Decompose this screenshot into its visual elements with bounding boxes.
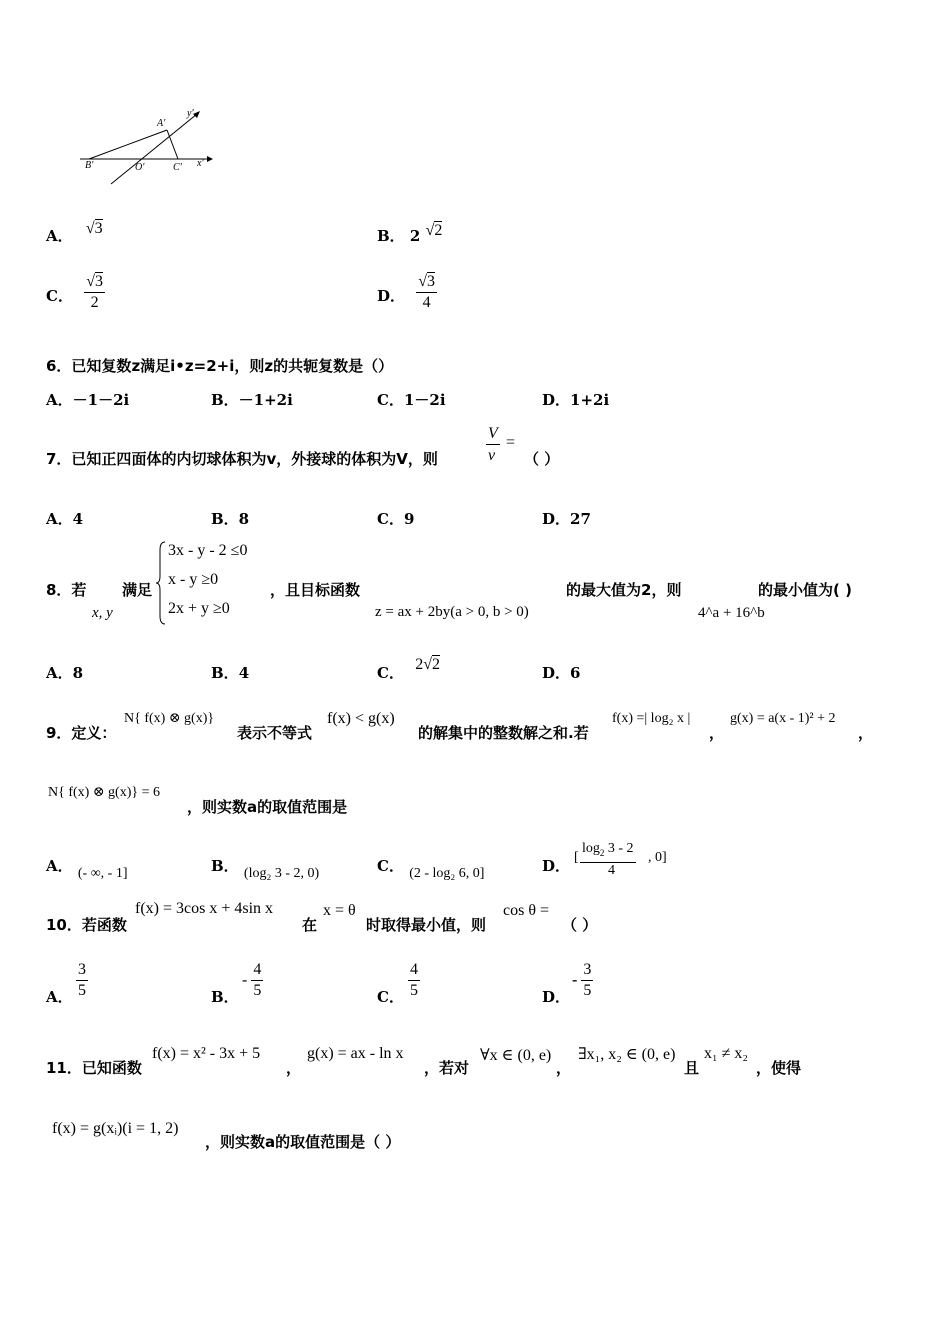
q7-fraction: V v = — [488, 425, 516, 464]
q7-option-a[interactable]: A．4 — [46, 510, 84, 528]
label-y: y′ — [187, 108, 194, 119]
q9-mid1: 表示不等式 — [237, 724, 313, 742]
q11-comma: ， — [286, 1059, 302, 1077]
q11-mid3: ，使得 — [756, 1059, 802, 1077]
q8-max: 的最大值为2，则 — [566, 581, 682, 599]
q10-option-b-math: - $\frac{4}{5}$ — [242, 961, 262, 999]
q9-ineq: f(x) < g(x) — [327, 710, 395, 727]
oblique-figure — [75, 108, 215, 188]
q8-system-line-2: x - y ≥0 — [168, 571, 219, 588]
q9-comma1: ， — [709, 724, 725, 742]
q6-option-d[interactable]: D．1+2i — [542, 391, 610, 409]
q10-option-a-math: $\frac{3}{5}$ — [78, 961, 86, 999]
q10-option-d[interactable]: D． — [542, 988, 571, 1006]
q8-option-c[interactable]: C． 2√2 — [377, 656, 440, 682]
q8-system-line-3: 2x + y ≥0 — [168, 600, 230, 617]
segment-ab — [89, 130, 167, 159]
q10-option-d-math: - $\frac{3}{5}$ — [572, 961, 592, 999]
q9-g: g(x) = a(x - 1)² + 2 — [730, 711, 836, 726]
q11-comma2: ， — [556, 1059, 572, 1077]
q5-option-a-math: √3 — [85, 220, 103, 237]
q9-comma2: ， — [858, 724, 874, 742]
q10-mid1: 在 — [302, 916, 318, 934]
q8-expr: 4^a + 16^b — [698, 605, 765, 621]
q11-mid1: ，若对 — [424, 1059, 470, 1077]
label-o: O′ — [135, 162, 145, 173]
q5-option-d[interactable]: D． $\frac{√3}{4}$ — [377, 273, 436, 311]
q6-stem: 6．已知复数z满足i•z=2+i，则z的共轭复数是（） — [46, 357, 394, 375]
q10-tail: （ ） — [562, 916, 598, 934]
q11-neq: x₁ ≠ x₂ — [704, 1045, 748, 1062]
q11-num: 11．已知函数 — [46, 1059, 142, 1077]
q8-brace — [156, 540, 166, 626]
q9-num: 9．定义： — [46, 724, 117, 742]
q9-option-a[interactable]: A． (- ∞, - 1] — [46, 857, 128, 881]
q10-option-c-math: $\frac{4}{5}$ — [410, 961, 418, 999]
q11-g: g(x) = ax - ln x — [307, 1045, 404, 1062]
q10-option-a[interactable]: A． — [46, 988, 73, 1006]
q8-option-c-math: 2√2 — [415, 656, 440, 673]
q5-option-b[interactable]: B． 2 √2 — [377, 222, 443, 245]
q6-option-b[interactable]: B．－1+2i — [211, 391, 293, 409]
x-axis-arrow — [207, 156, 213, 162]
q10-mid2: 时取得最小值，则 — [366, 916, 487, 934]
label-c: C′ — [173, 162, 182, 173]
q11-tail: ，则实数a的取值范围是（ ） — [205, 1133, 401, 1151]
y-axis-line — [111, 114, 197, 184]
q5-option-d-math: $\frac{√3}{4}$ — [418, 273, 436, 311]
q10-option-c[interactable]: C． — [377, 988, 404, 1006]
q9-option-d[interactable]: D． — [542, 857, 571, 875]
q5-option-c-math: $\frac{√3}{2}$ — [86, 273, 103, 311]
q9-option-c[interactable]: C． (2 - log₂ 6, 0] — [377, 857, 485, 881]
q7-option-b[interactable]: B．8 — [211, 510, 250, 528]
label-a: A′ — [157, 118, 166, 129]
q6-option-a[interactable]: A．－1－2i — [46, 391, 130, 409]
q5-option-a[interactable]: A． √3 — [46, 220, 103, 245]
q10-cos: cos θ = — [503, 902, 550, 919]
q11-mid2: 且 — [684, 1059, 700, 1077]
oblique-figure-svg — [75, 108, 215, 188]
q5-option-b-math: 2 √2 — [409, 222, 443, 245]
q9-cond: N{ f(x) ⊗ g(x)} = 6 — [48, 785, 160, 800]
q6-option-c[interactable]: C．1－2i — [377, 391, 446, 409]
q7-option-c[interactable]: C．9 — [377, 510, 415, 528]
q8-tail: 的最小值为( ) — [758, 581, 852, 599]
q10-at: x = θ — [323, 902, 356, 919]
q11-exists: ∃x₁, x₂ ∈ (0, e) — [578, 1046, 676, 1063]
q7-option-d[interactable]: D．27 — [542, 510, 591, 528]
q9-tail: ，则实数a的取值范围是 — [187, 798, 348, 816]
q8-option-d[interactable]: D．6 — [542, 664, 581, 682]
q11-eq: f(x) = g(xᵢ)(i = 1, 2) — [52, 1120, 179, 1137]
q10-num: 10．若函数 — [46, 916, 127, 934]
q11-f: f(x) = x² - 3x + 5 — [152, 1045, 261, 1062]
q9-option-b[interactable]: B． (log₂ 3 - 2, 0) — [211, 857, 320, 881]
q9-mid2: 的解集中的整数解之和.若 — [418, 724, 589, 742]
label-b: B′ — [85, 160, 94, 171]
q8-option-a[interactable]: A．8 — [46, 664, 84, 682]
q9-f: f(x) =| log₂ x | — [612, 711, 691, 726]
q8-num: 8．若 — [46, 581, 87, 599]
q10-option-b[interactable]: B． — [211, 988, 239, 1006]
q8-system-line-1: 3x - y - 2 ≤0 — [168, 542, 248, 559]
q11-forall: ∀x ∈ (0, e) — [480, 1047, 552, 1064]
q9-def: N{ f(x) ⊗ g(x)} — [124, 711, 215, 726]
q7-stem: 7．已知正四面体的内切球体积为v，外接球的体积为V，则 — [46, 450, 438, 468]
q8-option-b[interactable]: B．4 — [211, 664, 250, 682]
q8-mid: ，且目标函数 — [270, 581, 361, 599]
q8-objective: z = ax + 2by(a > 0, b > 0) — [375, 604, 529, 620]
q8-vars: x, y — [92, 605, 113, 621]
q7-tail: （ ） — [524, 450, 560, 468]
q10-f: f(x) = 3cos x + 4sin x — [135, 900, 274, 917]
q5-option-c[interactable]: C． $\frac{√3}{2}$ — [46, 273, 103, 311]
q8-satisfy: 满足 — [122, 581, 153, 599]
label-x: x′ — [197, 158, 204, 169]
